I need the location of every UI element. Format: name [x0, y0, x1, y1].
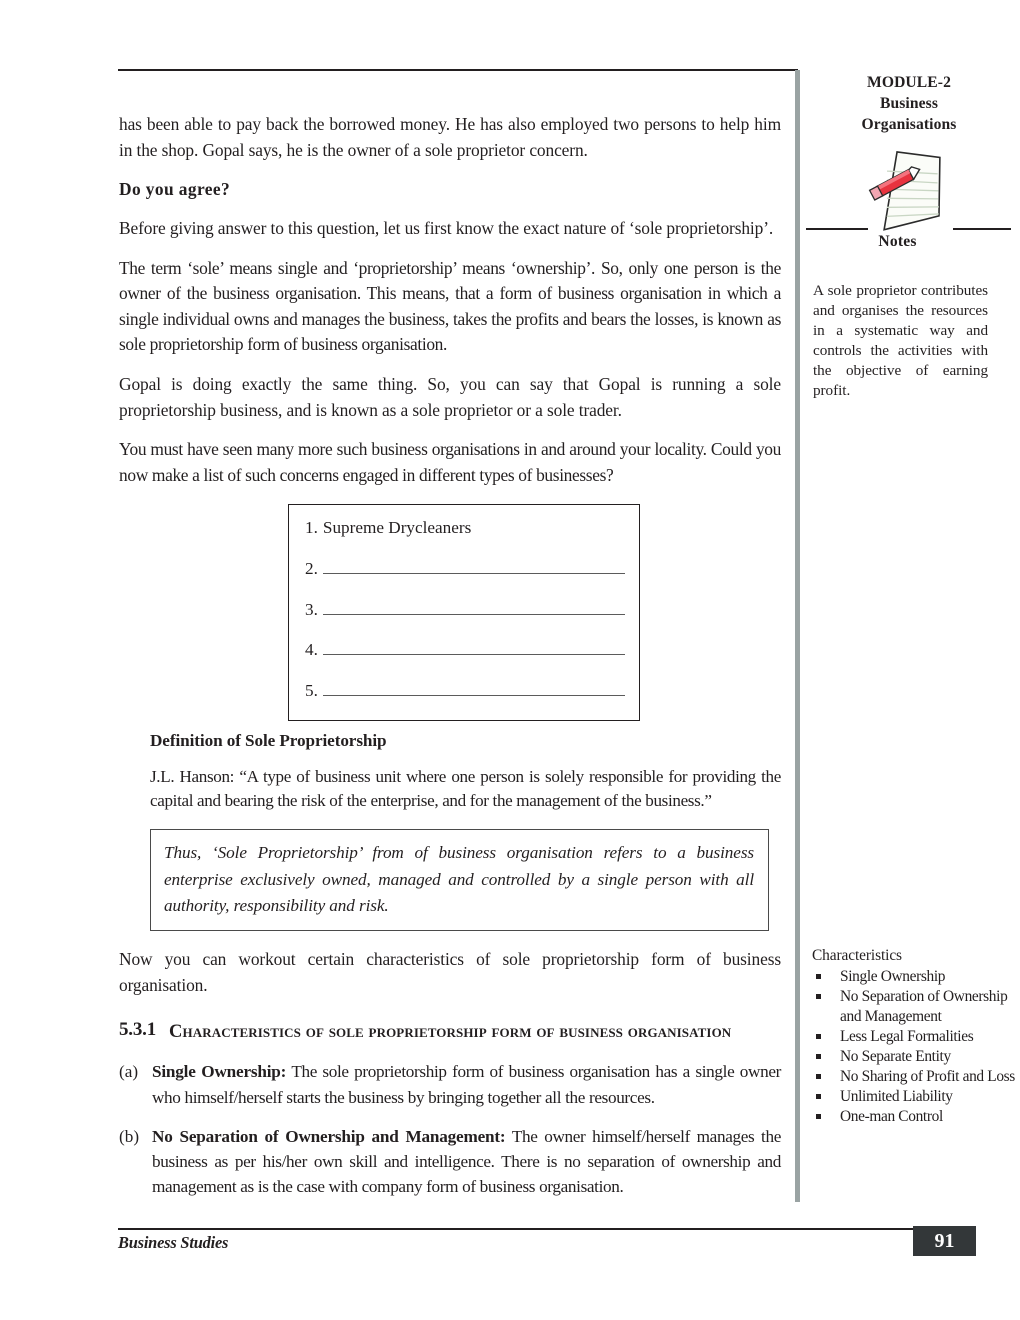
point-content	[152, 1059, 781, 1109]
list-item[interactable]	[305, 681, 625, 702]
list-item: Single Ownership	[806, 967, 1016, 987]
list-item: No Separation of Ownership and Management	[806, 987, 1016, 1027]
top-rule-divider	[118, 69, 798, 71]
main-text-column	[119, 112, 781, 1213]
list-item-blank-line[interactable]	[323, 641, 625, 655]
module-header	[806, 70, 1012, 136]
heading-do-you-agree: Do you agree?	[119, 179, 231, 200]
list-item: One-man Control	[806, 1107, 1016, 1127]
paragraph-term-sole: The term ‘sole’ means single and ‘proprietorship’ means ‘ownership’. So, only one person is the owner of the business organisation. This means, that a form of business organisation in which a single individual owns and manages the business, takes the profits and bears the losses, is known as sole proprietorship form of business organisation.	[119, 257, 781, 355]
definition-block	[150, 731, 781, 932]
list-item: No Sharing of Profit and Loss	[806, 1067, 1016, 1087]
list-item: No Separate Entity	[806, 1047, 1016, 1067]
list-item-number: 5.	[305, 680, 318, 700]
module-label: MODULE-2	[867, 74, 951, 91]
paragraph-locality: You must have seen many more such business organisations in and around your locality. Could you now make a list of such concerns engaged in different types of businesses?	[119, 439, 781, 485]
definition-heading: Definition of Sole Proprietorship	[150, 730, 387, 750]
list-item-number: 2.	[305, 559, 318, 578]
list-item-number: 3.	[305, 599, 318, 619]
fill-in-list-box[interactable]	[288, 504, 640, 720]
characteristics-heading: Characteristics	[812, 947, 902, 964]
definition-quote-hanson: J.L. Hanson: “A type of business unit where one person is solely responsible for providing the capital and bearing the risk of the enterprise, and for the management of the business.”	[150, 766, 781, 810]
characteristics-list	[806, 967, 1016, 1127]
point-content	[152, 1124, 781, 1199]
notes-rule-left	[806, 228, 868, 230]
footer-book-title: Business Studies	[118, 1233, 229, 1252]
side-note-text: A sole proprietor contributes and organises the resources in a systematic way and controls the activities with the objective of earning profit.	[813, 281, 988, 399]
right-sidebar	[806, 70, 1012, 416]
notepad-pencil-icon	[853, 145, 953, 233]
list-item-blank-line[interactable]	[323, 682, 625, 696]
characteristic-point-b	[119, 1124, 781, 1199]
list-item[interactable]	[305, 640, 625, 661]
list-item	[305, 518, 625, 539]
list-item-number: 1.	[305, 518, 318, 538]
highlighted-definition-text: Thus, ‘Sole Proprietorship’ from of business organisation refers to a business enterprise exclusively owned, managed and controlled by a single person with all authority, responsibility and risk.	[164, 843, 754, 916]
list-item-blank-line[interactable]	[323, 560, 625, 574]
list-item-value: Supreme Drycleaners	[322, 518, 472, 538]
list-item: Unlimited Liability	[806, 1087, 1016, 1107]
point-marker: (b)	[119, 1126, 140, 1146]
sidebar-characteristics-block	[806, 947, 1016, 1127]
notes-marker-block	[806, 145, 1012, 257]
module-title-line-2: Organisations	[861, 115, 957, 133]
point-text: The owner himself/herself manages the business as per his/her own skill and intelligence. There is no separation of ownership and management as is the case with company form of business organisation.	[152, 1126, 781, 1196]
section-title: characteristics of sole proprietorship form of business organisation	[169, 1020, 732, 1042]
paragraph-before-answer: Before giving answer to this question, let us first know the exact nature of ‘sole proprietorship’.	[119, 218, 774, 239]
notes-rule-right	[953, 228, 1011, 230]
list-item-blank-line[interactable]	[323, 601, 625, 615]
section-number: 5.3.1	[119, 1018, 157, 1040]
list-item: Less Legal Formalities	[806, 1027, 1016, 1047]
vertical-column-divider	[795, 70, 800, 1202]
characteristic-point-a	[119, 1059, 781, 1109]
paragraph-workout: Now you can workout certain characteristics of sole proprietorship form of business organisation.	[119, 949, 781, 995]
module-title-line-1: Business	[879, 94, 938, 112]
point-term: No Separation of Ownership and Management:	[152, 1126, 506, 1146]
footer-rule-divider	[118, 1228, 913, 1230]
paragraph-gopal: Gopal is doing exactly the same thing. So, you can say that Gopal is running a sole proprietorship business, and is known as a sole proprietor or a sole trader.	[119, 374, 781, 420]
point-term: Single Ownership:	[152, 1062, 287, 1082]
highlighted-definition-box	[150, 829, 769, 931]
point-text: The sole proprietorship form of business organisation has a single owner who himself/herself starts the business by bringing together all the resources.	[152, 1062, 781, 1107]
list-item-number: 4.	[305, 640, 318, 660]
notes-label: Notes	[878, 232, 917, 250]
point-marker: (a)	[119, 1062, 139, 1082]
page-number-badge: 91	[913, 1226, 976, 1256]
list-item[interactable]	[305, 559, 625, 580]
list-item[interactable]	[305, 600, 625, 621]
section-heading-5-3-1	[119, 1019, 781, 1046]
paragraph-intro: has been able to pay back the borrowed money. He has also employed two persons to help him in the shop. Gopal says, he is the owner of a sole proprietor concern.	[119, 114, 781, 160]
